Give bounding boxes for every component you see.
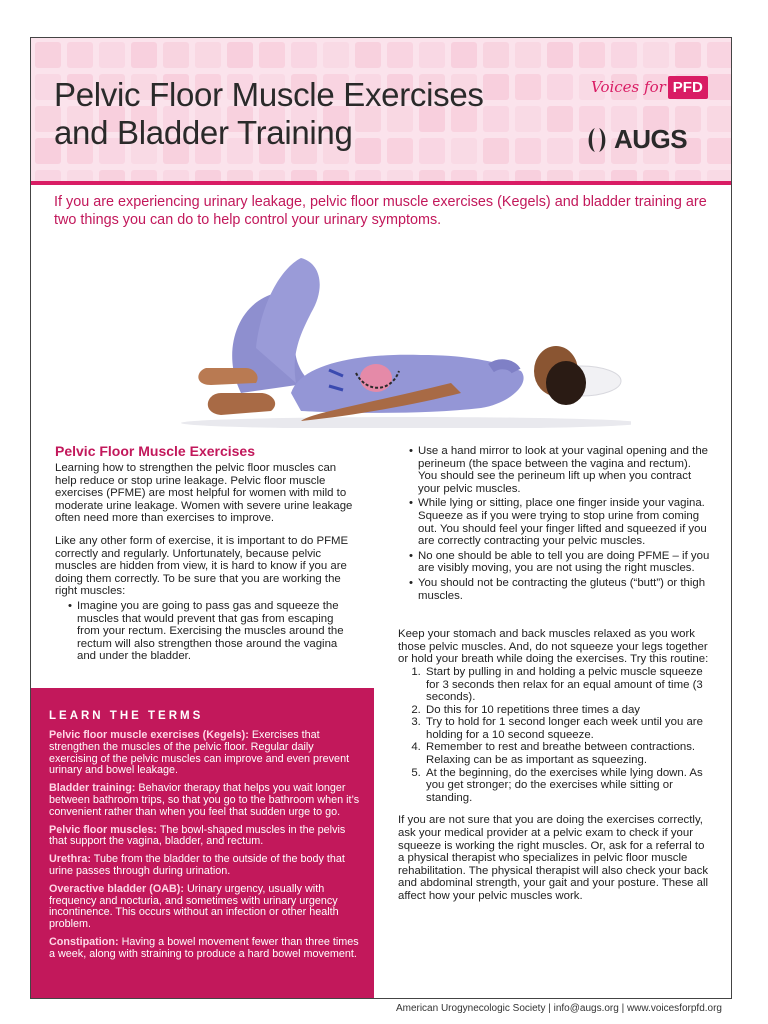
header-tile bbox=[707, 42, 731, 68]
floor-shadow bbox=[181, 417, 631, 428]
term-definition: Tube from the bladder to the outside of the body that urine passes through during urination. bbox=[49, 853, 345, 877]
term-definition: Urinary urgency, usually with frequency and nocturia, and sometimes with urinary urgency incontinence. This occurs without an infection or other health problem. bbox=[49, 882, 339, 931]
back-foot bbox=[208, 393, 275, 415]
header-tile bbox=[131, 42, 157, 68]
list-item: 3. Try to hold for 1 second longer each week until you are holding for a 10 second squeeze. bbox=[424, 716, 713, 741]
term-entry bbox=[49, 854, 360, 878]
term-name: Bladder training: bbox=[49, 782, 136, 795]
header-tile bbox=[483, 106, 509, 132]
header-tile bbox=[67, 42, 93, 68]
hair bbox=[546, 361, 586, 405]
header-tile bbox=[483, 42, 509, 68]
header-tile bbox=[515, 106, 541, 132]
header-tile bbox=[707, 106, 731, 132]
header-tile bbox=[387, 42, 413, 68]
check-methods-list bbox=[398, 445, 713, 602]
header-tile bbox=[227, 42, 253, 68]
header-tile bbox=[515, 138, 541, 164]
term-entry bbox=[49, 730, 360, 777]
header-tile bbox=[35, 170, 61, 181]
footer-contact: American Urogynecologic Society | info@augs.org | www.voicesforpfd.org bbox=[395, 1003, 722, 1014]
header-tile bbox=[515, 170, 541, 181]
right-column bbox=[398, 445, 713, 903]
routine-steps bbox=[398, 666, 713, 805]
header-tile bbox=[163, 170, 189, 181]
list-item: 1. Start by pulling in and holding a pelvic muscle squeeze for 3 seconds then relax for an equal amount of time (3 seconds). bbox=[424, 666, 713, 704]
header-tile bbox=[515, 42, 541, 68]
header-tile bbox=[547, 42, 573, 68]
header-tile bbox=[451, 170, 477, 181]
closing-paragraph: If you are not sure that you are doing the exercises correctly, ask your medical provider at a pelvic exam to check if your squeeze is working the right muscles. Or, ask for a referral to a physical therapist who specializes in pelvic floor muscle rehabilitation. The physical therapist will also check your back and abdominal strength, your gait and your posture. These all affect how your pelvic muscles work. bbox=[398, 814, 709, 902]
term-name: Urethra: bbox=[49, 853, 91, 866]
header-tile bbox=[259, 170, 285, 181]
pfme-paragraph-1: Learning how to strengthen the pelvic floor muscles can help reduce or stop urine leakage. Pelvic floor muscle exercises (PFME) are most helpful for women with mild to moderate urine leakage. Women with severe urine leakage often need more than exercises to improve. bbox=[55, 462, 353, 525]
list-item: • Imagine you are going to pass gas and squeeze the muscles that would prevent that gas from escaping from your rectum. Exercising the muscles around the rectum will also strengthen those around the vagina and under the bladder. bbox=[77, 600, 355, 663]
header-divider bbox=[31, 181, 731, 185]
term-entry bbox=[49, 825, 360, 849]
header-tile bbox=[707, 138, 731, 164]
header-tile bbox=[387, 170, 413, 181]
header-tile bbox=[323, 170, 349, 181]
pfme-paragraph-2: Like any other form of exercise, it is important to do PFME correctly and regularly. Unfortunately, because pelvic muscles are hidden from view, it is hard to know if you are doing them correctly. To be sure that you are working the right muscles: bbox=[55, 534, 349, 598]
header-tile bbox=[643, 42, 669, 68]
pfd-badge: PFD bbox=[668, 76, 708, 99]
pfme-heading: Pelvic Floor Muscle Exercises bbox=[55, 443, 255, 459]
header-tile bbox=[611, 42, 637, 68]
list-item: 5. At the beginning, do the exercises while lying down. As you get stronger; do the exercises while sitting or standing. bbox=[424, 767, 713, 805]
list-item: • No one should be able to tell you are doing PFME – if you are visibly moving, you are not using the right muscles. bbox=[418, 550, 713, 575]
title-line-2: and Bladder Training bbox=[54, 114, 353, 151]
header-banner bbox=[31, 38, 731, 181]
header-tile bbox=[675, 170, 701, 181]
header-tile bbox=[675, 42, 701, 68]
pfme-bullet-list bbox=[55, 600, 355, 663]
term-entry bbox=[49, 783, 360, 818]
augs-logo-text: AUGS bbox=[614, 124, 688, 154]
header-tile bbox=[131, 170, 157, 181]
header-tile bbox=[483, 138, 509, 164]
header-tile bbox=[195, 170, 221, 181]
header-tile bbox=[163, 42, 189, 68]
term-name: Constipation: bbox=[49, 935, 119, 948]
header-tile bbox=[355, 42, 381, 68]
list-item: 2. Do this for 10 repetitions three times a day bbox=[424, 704, 713, 717]
term-entry bbox=[49, 937, 360, 961]
list-item: • You should not be contracting the gluteus (“butt”) or thigh muscles. bbox=[418, 577, 713, 602]
term-entry bbox=[49, 884, 360, 931]
page-title bbox=[54, 76, 484, 152]
term-definition: Behavior therapy that helps you wait longer between bathroom trips, so that you go to the bathroom when it’s convenient rather than when you feel that sudden urge to go. bbox=[49, 782, 360, 818]
header-tile bbox=[259, 42, 285, 68]
voices-for-pfd-logo bbox=[591, 76, 708, 99]
list-item: 4. Remember to rest and breathe between contractions. Relaxing can be as important as squeezing. bbox=[424, 741, 713, 766]
header-tile bbox=[291, 170, 317, 181]
header-tile bbox=[547, 74, 573, 100]
terms-heading: LEARN THE TERMS bbox=[49, 710, 204, 722]
list-item: • Use a hand mirror to look at your vaginal opening and the perineum (the space between the vagina and rectum). You should see the perineum lift up when you contract your pelvic muscles. bbox=[418, 445, 713, 495]
term-name: Overactive bladder (OAB): bbox=[49, 882, 184, 895]
header-tile bbox=[707, 170, 731, 181]
exercise-illustration bbox=[161, 243, 631, 428]
learn-the-terms-box bbox=[31, 688, 374, 999]
header-tile bbox=[451, 42, 477, 68]
header-tile bbox=[483, 170, 509, 181]
header-tile bbox=[323, 42, 349, 68]
header-tile bbox=[611, 170, 637, 181]
header-tile bbox=[195, 42, 221, 68]
term-definition: Exercises that strengthen the muscles of the pelvic floor. Regular daily exercising of the pelvic muscles can improve and even prevent urinary and bowel leakage. bbox=[49, 729, 350, 777]
term-definition: The bowl-shaped muscles in the pelvis that support the vagina, bladder, and rectum. bbox=[49, 823, 346, 848]
header-tile bbox=[355, 170, 381, 181]
header-tile bbox=[291, 42, 317, 68]
page-frame bbox=[30, 37, 732, 999]
header-tile bbox=[547, 138, 573, 164]
header-tile bbox=[547, 106, 573, 132]
list-item: • While lying or sitting, place one finger inside your vagina. Squeeze as if you were trying to stop urine from coming out. You should feel your finger lifted and squeezed if you are correctly contracting your pelvic muscles. bbox=[418, 497, 713, 547]
header-tile bbox=[515, 74, 541, 100]
intro-text: If you are experiencing urinary leakage, pelvic floor muscle exercises (Kegels) and bladder training are two things you can do to help control your urinary symptoms. bbox=[54, 194, 707, 228]
header-tile bbox=[707, 74, 731, 100]
header-tile bbox=[227, 170, 253, 181]
term-definition: Having a bowel movement fewer than three times a week, along with straining to produce a hard bowel movement. bbox=[49, 935, 359, 960]
header-tile bbox=[35, 42, 61, 68]
header-tile bbox=[99, 42, 125, 68]
term-name: Pelvic floor muscles: bbox=[49, 823, 158, 836]
augs-logo bbox=[584, 124, 687, 155]
left-column bbox=[55, 443, 355, 663]
header-tile bbox=[99, 170, 125, 181]
header-tile bbox=[483, 74, 509, 100]
header-tile bbox=[419, 170, 445, 181]
header-tile bbox=[547, 170, 573, 181]
voices-logo-text: Voices for bbox=[591, 78, 666, 96]
routine-paragraph: Keep your stomach and back muscles relaxed as you work those pelvic muscles. And, do not squeeze your legs together or hold your breath while doing the exercises. Try this routine: bbox=[398, 628, 709, 666]
term-name: Pelvic floor muscle exercises (Kegels): bbox=[49, 729, 249, 741]
header-tile bbox=[579, 170, 605, 181]
augs-mark-icon bbox=[584, 125, 610, 155]
header-tile bbox=[67, 170, 93, 181]
header-tile bbox=[643, 170, 669, 181]
header-tile bbox=[579, 42, 605, 68]
front-foot bbox=[198, 368, 257, 385]
header-tile bbox=[419, 42, 445, 68]
title-line-1: Pelvic Floor Muscle Exercises bbox=[54, 76, 484, 113]
